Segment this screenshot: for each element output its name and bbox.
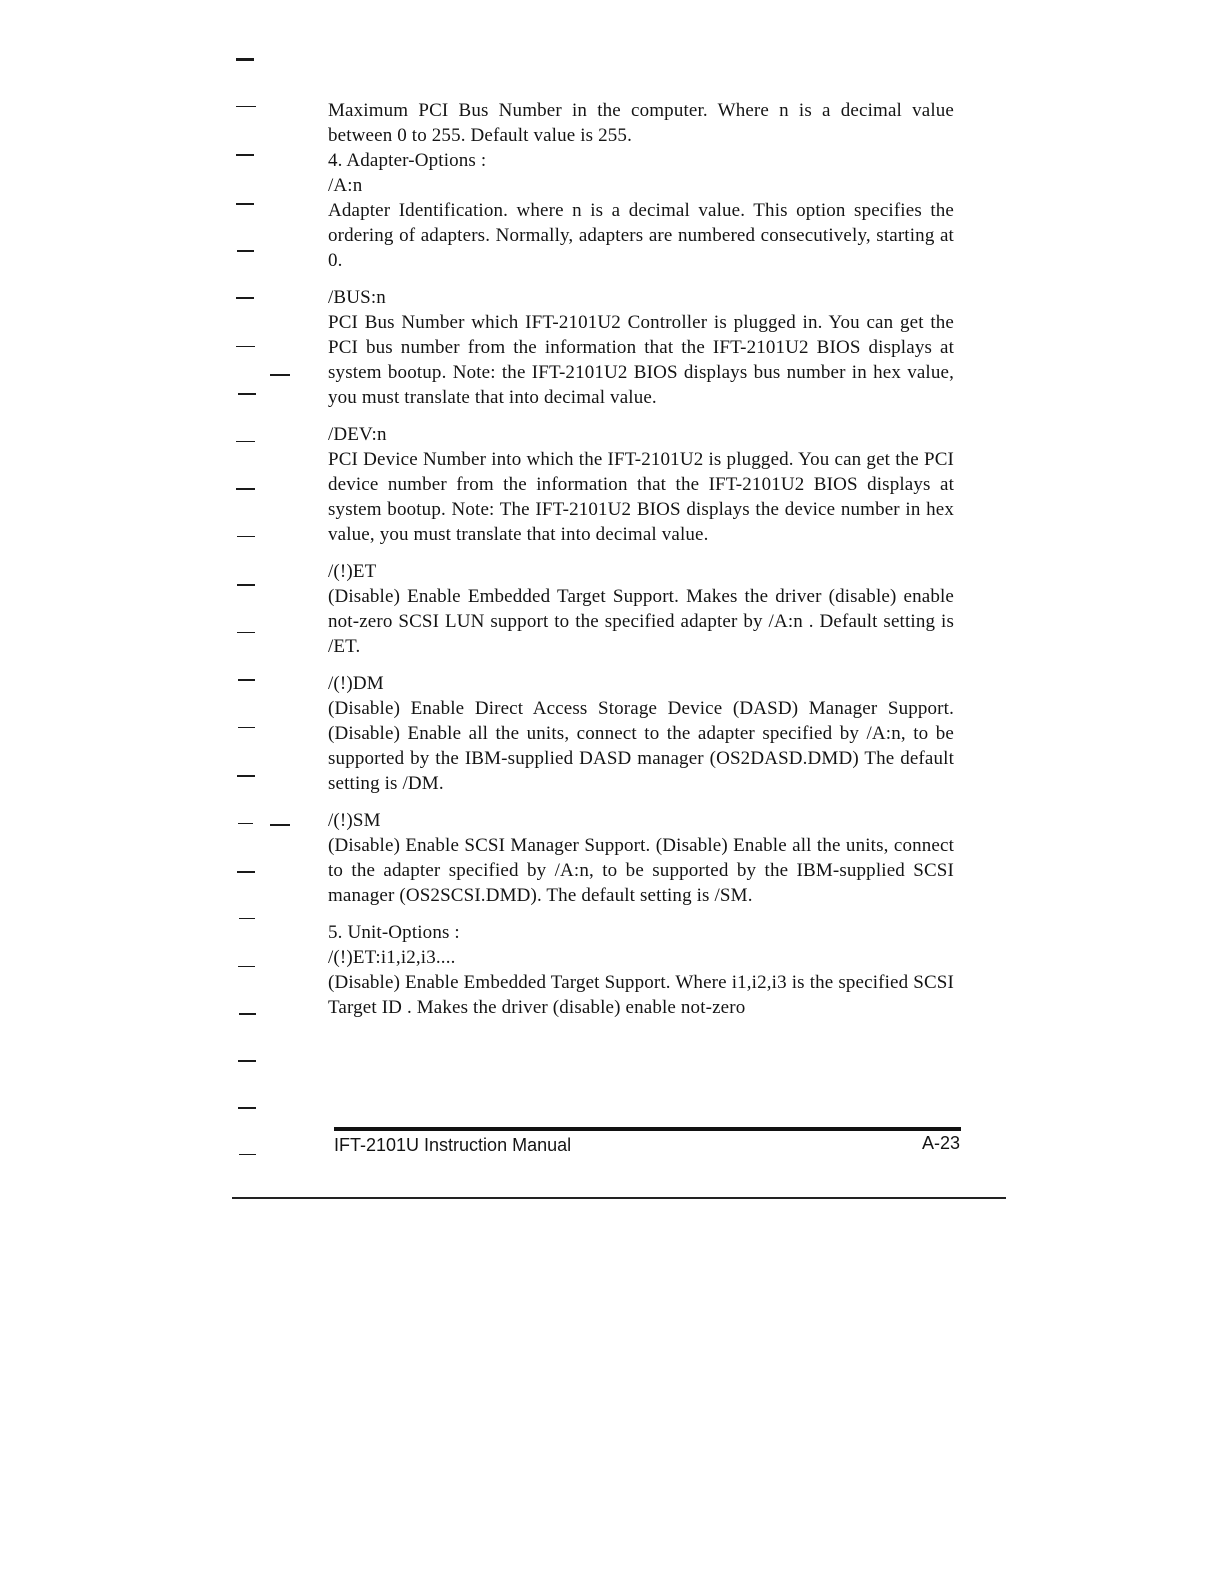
margin-tick: [238, 1107, 256, 1109]
margin-tick: [236, 203, 254, 205]
margin-tick: [239, 1013, 256, 1015]
body-text: [328, 98, 954, 1020]
margin-tick: [239, 918, 255, 919]
margin-tick: [236, 488, 255, 490]
option-entry: [328, 808, 954, 908]
footer-rule: [334, 1127, 961, 1131]
option-entry: [328, 559, 954, 659]
margin-tick: [238, 727, 255, 728]
margin-tick: [270, 824, 290, 826]
margin-tick: [238, 679, 255, 681]
option-entry: [328, 945, 954, 1020]
option-entry: [328, 285, 954, 410]
option-entry: [328, 173, 954, 273]
option-entry: [328, 422, 954, 547]
margin-tick: [237, 632, 255, 633]
margin-tick: [238, 393, 256, 395]
option-flag: /A:n: [328, 175, 363, 196]
margin-tick: [238, 1060, 256, 1062]
option-flag: /DEV:n: [328, 424, 387, 445]
margin-tick: [237, 775, 255, 777]
unit-options-heading: 5. Unit-Options :: [328, 922, 460, 943]
option-flag: /(!)ET:i1,i2,i3....: [328, 947, 456, 968]
margin-tick: [236, 106, 256, 107]
page-bottom-rule: [232, 1197, 1006, 1199]
margin-tick: [270, 374, 290, 376]
margin-tick: [238, 966, 255, 967]
option-description: (Disable) Enable Embedded Target Support. Makes the driver (disable) enable not-zero SCSI LUN support to the specified adapter by /A:n . Default setting is /ET.: [328, 586, 954, 657]
page-number: A-23: [921, 1133, 960, 1153]
option-description: PCI Device Number into which the IFT-2101U2 is plugged. You can get the PCI device number from the information that the IFT-2101U2 BIOS displays at system bootup. Note: The IFT-2101U2 BIOS displays the device number in hex value, you must translate that into decimal value.: [328, 449, 954, 545]
option-flag: /(!)DM: [328, 673, 384, 694]
option-description: (Disable) Enable Embedded Target Support. Where i1,i2,i3 is the specified SCSI Target ID . Makes the driver (disable) enable not-zero: [328, 972, 954, 1018]
margin-tick: [237, 584, 255, 586]
option-flag: /(!)SM: [328, 810, 381, 831]
margin-tick: [236, 441, 255, 442]
margin-tick: [236, 346, 255, 347]
margin-tick: [237, 871, 255, 873]
option-description: (Disable) Enable Direct Access Storage Device (DASD) Manager Support. (Disable) Enable all the units, connect to the adapter specified by /A:n, to be supported by the IBM-supplied DASD manager (OS2DASD.DMD) The default setting is /DM.: [328, 698, 954, 794]
margin-tick: [239, 1154, 256, 1155]
margin-tick: [236, 154, 254, 156]
option-flag: /(!)ET: [328, 561, 377, 582]
option-description: PCI Bus Number which IFT-2101U2 Controller is plugged in. You can get the PCI bus number from the information that the IFT-2101U2 BIOS displays at system bootup. Note: the IFT-2101U2 BIOS displays bus number in hex value, you must translate that into decimal value.: [328, 312, 954, 408]
option-entry: [328, 671, 954, 796]
margin-tick: [236, 58, 254, 61]
adapter-options-heading: 4. Adapter-Options :: [328, 150, 487, 171]
option-flag: /BUS:n: [328, 287, 386, 308]
margin-tick: [238, 823, 253, 824]
intro-paragraph: Maximum PCI Bus Number in the computer. Where n is a decimal value between 0 to 255. Default value is 255.: [328, 100, 954, 146]
margin-tick: [237, 536, 255, 537]
margin-tick: [236, 297, 254, 299]
margin-tick: [237, 250, 254, 252]
option-description: Adapter Identification. where n is a decimal value. This option specifies the ordering of adapters. Normally, adapters are numbered consecutively, starting at 0.: [328, 200, 954, 271]
footer-manual-title: IFT-2101U Instruction Manual: [334, 1135, 572, 1155]
option-description: (Disable) Enable SCSI Manager Support. (Disable) Enable all the units, connect to the adapter specified by /A:n, to be supported by the IBM-supplied SCSI manager (OS2SCSI.DMD). The default setting is /SM.: [328, 835, 954, 906]
